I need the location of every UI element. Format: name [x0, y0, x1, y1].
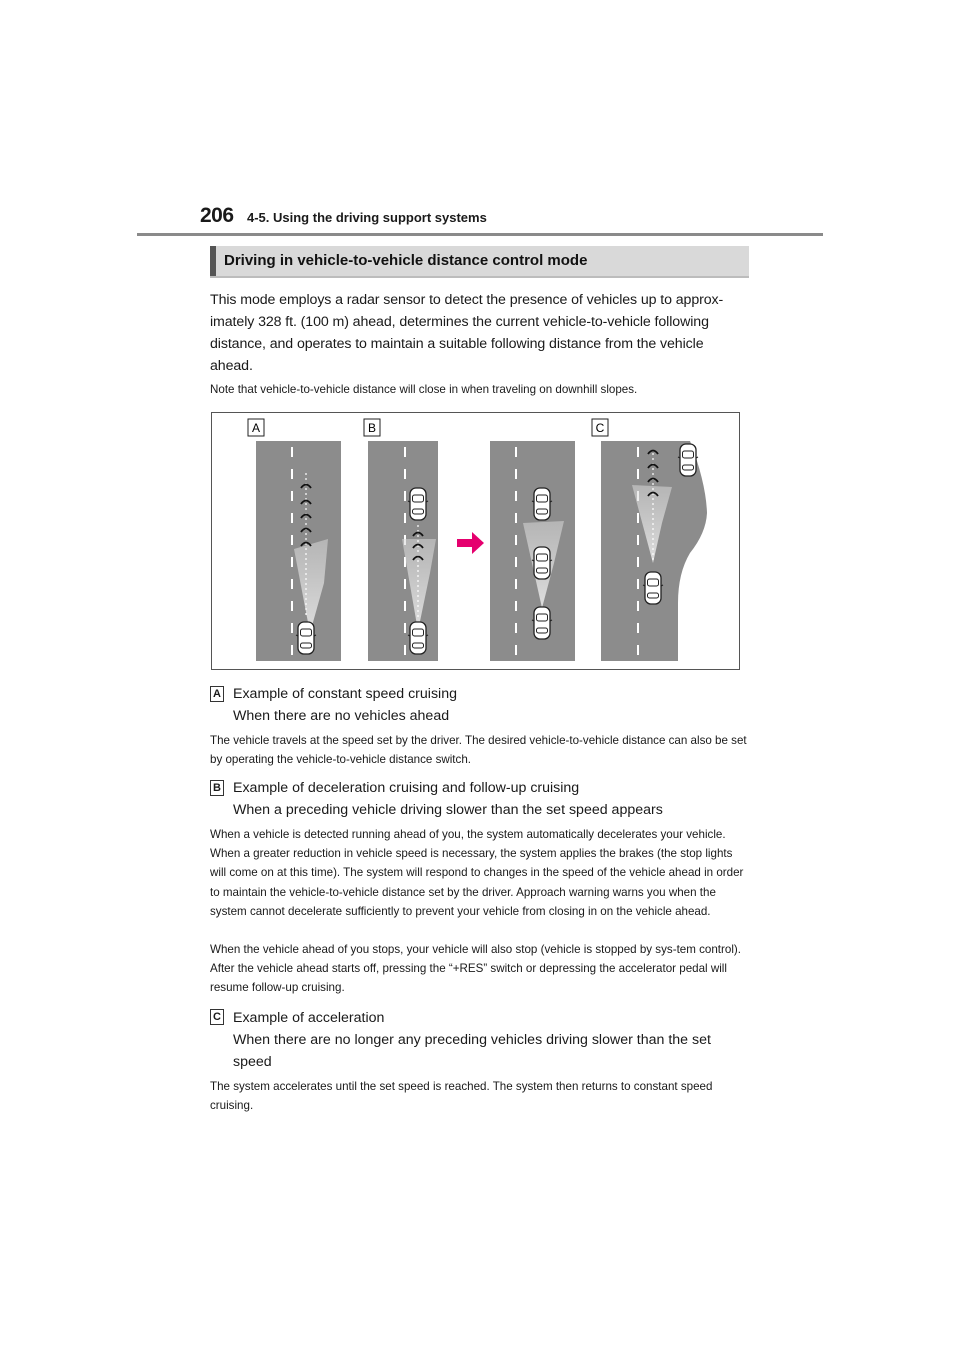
- road-c: [601, 441, 707, 661]
- intro-paragraph: This mode employs a radar sensor to detect the presence of vehicles up to approx-imately 328 ft. (100 m) ahead, determines the current vehicle-to-vehicle following distance, and operates to maintain a suitable following distance from the vehicle ahead.: [210, 292, 724, 374]
- panel-label-a: [248, 419, 264, 436]
- item-c-body: The system accelerates until the set speed is reached. The system then returns to constant speed cruising.: [210, 1080, 713, 1113]
- chapter-title: 4-5. Using the driving support systems: [247, 210, 487, 225]
- item-c-title: [233, 1007, 753, 1073]
- item-a-title-line1: Example of constant speed cruising: [233, 686, 457, 702]
- header-rule: [137, 233, 823, 236]
- item-c-title-line1: Example of acceleration: [233, 1010, 385, 1026]
- item-b-title: [233, 777, 753, 821]
- distance-control-diagram: [211, 412, 740, 670]
- item-a-title-line2: When there are no vehicles ahead: [233, 708, 450, 724]
- road-a: [256, 441, 341, 661]
- road-b-after: [490, 441, 575, 661]
- page-number: 206: [200, 204, 234, 227]
- item-b-body-1: When a vehicle is detected running ahead of you, the system automatically decelerates your vehicle. When a greater reduction in vehicle speed is necessary, the system applies the brakes (the stop lights will come on at this time). The system will respond to changes in the speed of the vehicle ahead in order to maintain the vehicle-to-vehicle distance set by the driver. Approach warning warns you when the system cannot decelerate sufficiently to prevent your vehicle from closing in on the vehicle ahead.: [210, 828, 744, 918]
- item-b-title-line1: Example of deceleration cruising and follow-up cruising: [233, 780, 580, 796]
- item-a-body: The vehicle travels at the speed set by the driver. The desired vehicle-to-vehicle distance can also be set by operating the vehicle-to-vehicle distance switch.: [210, 734, 747, 767]
- svg-text:B: B: [367, 421, 377, 435]
- svg-text:A: A: [251, 421, 261, 435]
- transition-arrow: [457, 532, 484, 554]
- item-c-title-line2: When there are no longer any preceding vehicles driving slower than the set speed: [233, 1032, 711, 1070]
- item-b-title-line2: When a preceding vehicle driving slower than the set speed appears: [233, 802, 663, 818]
- heading-accent-bar: [210, 246, 216, 276]
- item-a-marker: A: [210, 686, 224, 702]
- section-heading-text: Driving in vehicle-to-vehicle distance control mode: [224, 252, 588, 269]
- note-text: Note that vehicle-to-vehicle distance will close in when traveling on downhill slopes.: [210, 383, 638, 396]
- svg-text:C: C: [595, 421, 605, 435]
- item-b-marker: B: [210, 780, 224, 796]
- road-b-before: [368, 441, 438, 661]
- panel-label-b: [364, 419, 380, 436]
- item-c-marker: C: [210, 1009, 224, 1025]
- item-a-title: [233, 683, 753, 727]
- section-heading: [210, 246, 749, 278]
- panel-label-c: [592, 419, 608, 436]
- item-b-body-2: When the vehicle ahead of you stops, your vehicle will also stop (vehicle is stopped by sys-tem control). After the vehicle ahead starts off, pressing the “+RES” switch or depressing the accelerator pedal will resume follow-up cruising.: [210, 943, 741, 995]
